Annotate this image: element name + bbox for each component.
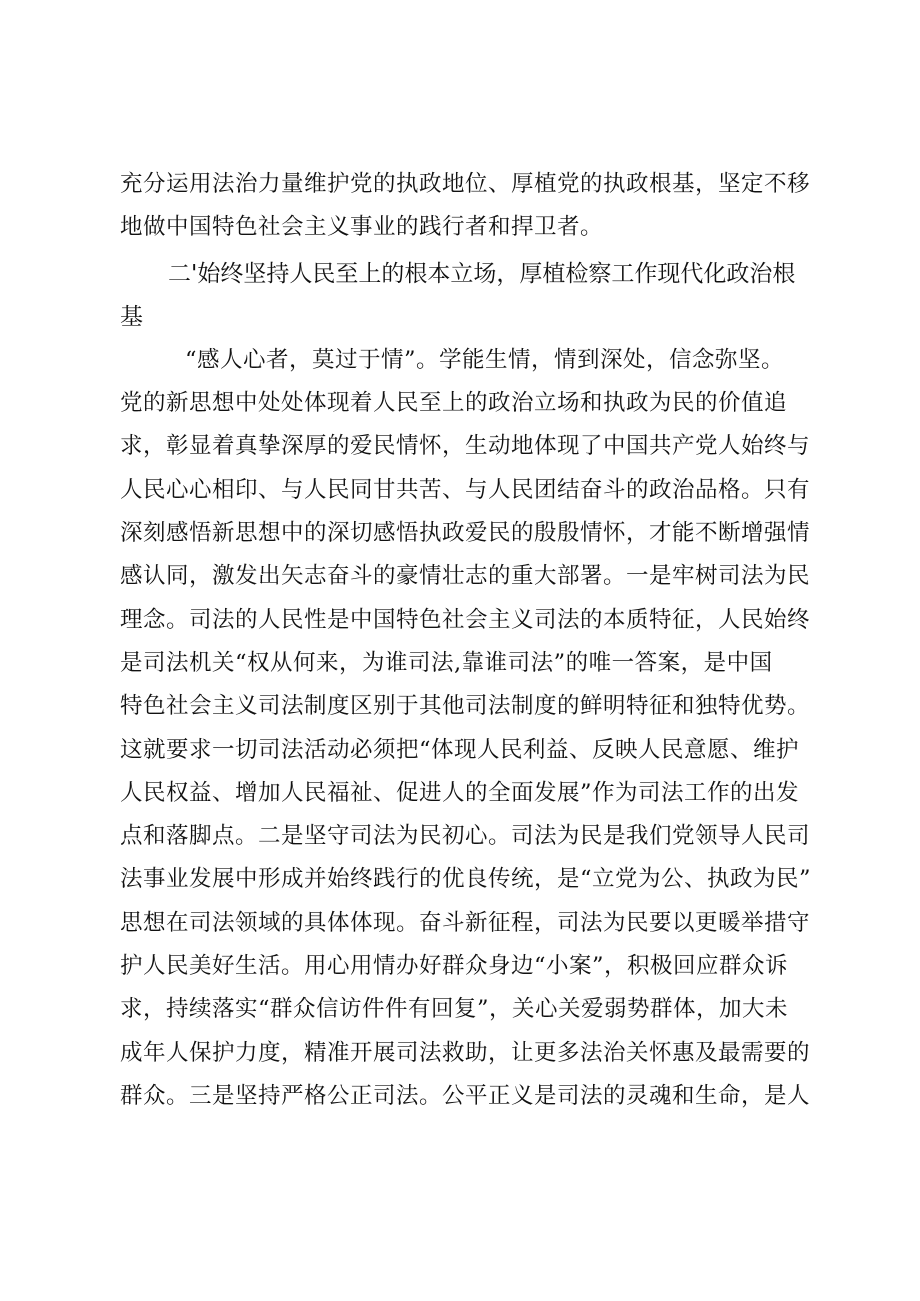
paragraph-line: 特色社会主义司法制度区别于其他司法制度的鲜明特征和独特优势。: [120, 693, 811, 719]
paragraph-line: 成年人保护力度，精准开展司法救助，让更多法治关怀惠及最需要的: [120, 1040, 811, 1066]
paragraph-line: “感人心者，莫过于情”。学能生情，情到深处，信念弥坚。: [185, 347, 785, 373]
paragraph-line: 感认同，激发出矢志奋斗的豪情壮志的重大部署。一是牢树司法为民: [120, 563, 811, 589]
paragraph-line: 人民心心相印、与人民同甘共苦、与人民团结奋斗的政治品格。只有: [120, 477, 811, 503]
paragraph-line: 求，彰显着真挚深厚的爱民情怀，生动地体现了中国共产党人始终与: [120, 433, 811, 459]
paragraph-line: 人民权益、增加人民福祉、促进人的全面发展”作为司法工作的出发: [120, 780, 800, 806]
section-heading-continued: 基: [120, 304, 143, 330]
section-heading: 二'始终坚持人民至上的根本立场，厚植检察工作现代化政治根: [168, 261, 796, 287]
paragraph-line: 群众。三是坚持严格公正司法。公平正义是司法的灵魂和生命，是人: [120, 1083, 811, 1109]
paragraph-line: 党的新思想中处处体现着人民至上的政治立场和执政为民的价值追: [120, 390, 788, 416]
paragraph-line: 是司法机关“权从何来，为谁司法,靠谁司法”的唯一答案，是中国: [120, 650, 773, 676]
paragraph-line: 地做中国特色社会主义事业的践行者和捍卫者。: [120, 214, 604, 240]
paragraph-line: 护人民美好生活。用心用情办好群众身边“小案”，积极回应群众诉: [120, 953, 789, 979]
paragraph-line: 理念。司法的人民性是中国特色社会主义司法的本质特征，人民始终: [120, 607, 811, 633]
paragraph-line: 充分运用法治力量维护党的执政地位、厚植党的执政根基，坚定不移: [120, 171, 811, 197]
paragraph-line: 求，持续落实“群众信访件件有回复”，关心关爱弱势群体，加大未: [120, 996, 789, 1022]
paragraph-line: 法事业发展中形成并始终践行的优良传统，是“立党为公、执政为民”: [120, 866, 812, 892]
paragraph-line: 深刻感悟新思想中的深切感悟执政爱民的殷殷情怀，才能不断增强情: [120, 520, 811, 546]
paragraph-line: 这就要求一切司法活动必须把“体现人民利益、反映人民意愿、维护: [120, 737, 800, 763]
paragraph-line: 思想在司法领域的具体体现。奋斗新征程，司法为民要以更暖举措守: [120, 910, 811, 936]
paragraph-line: 点和落脚点。二是坚守司法为民初心。司法为民是我们党领导人民司: [120, 823, 811, 849]
